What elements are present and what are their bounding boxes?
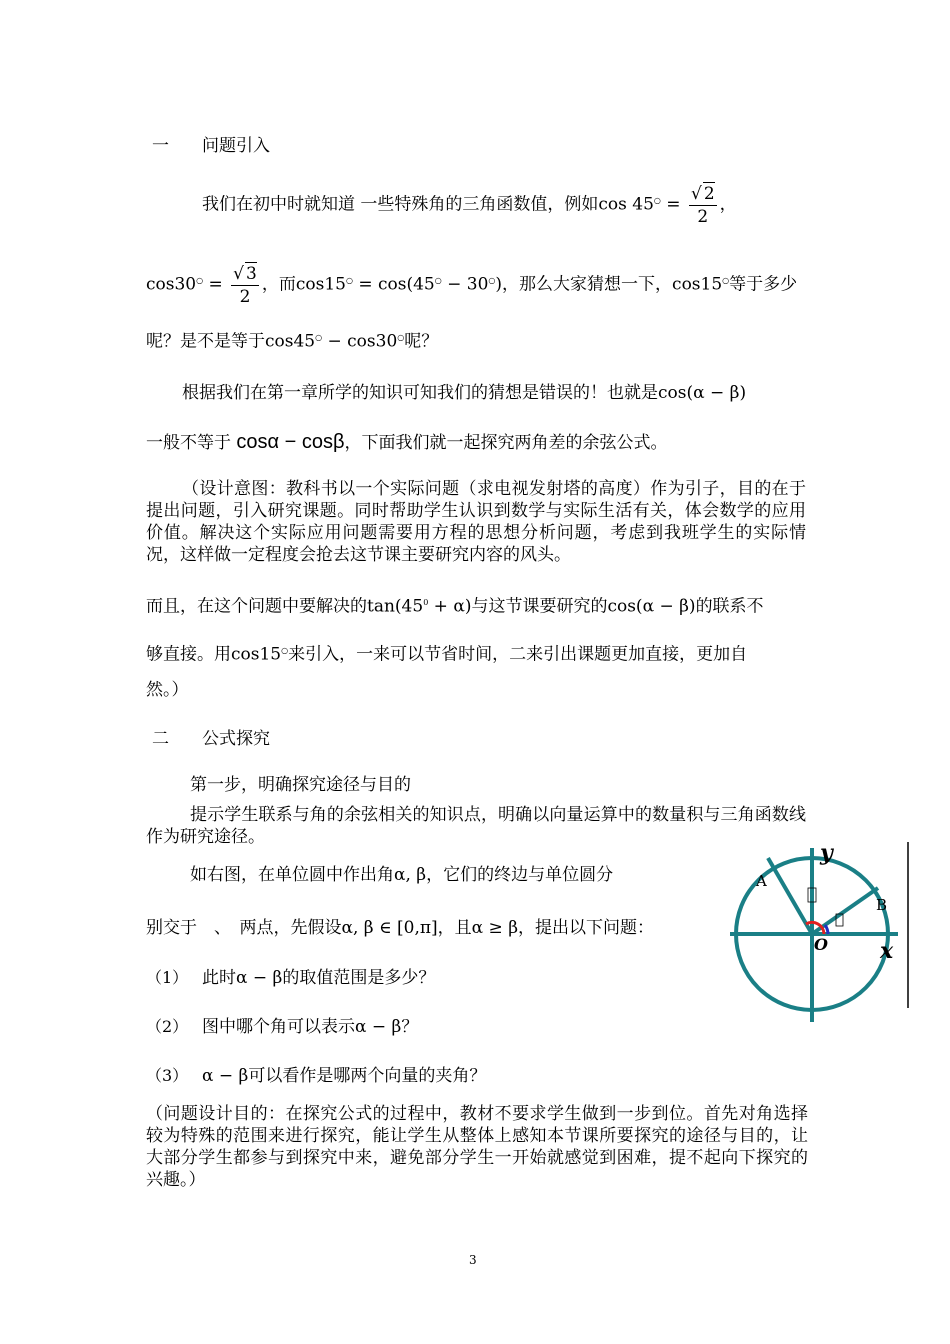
fraction-sqrt2-over-2: $\frac{√ 2}{2}$: [690, 184, 715, 227]
equals-sign: =: [660, 194, 681, 215]
intro-text: 我们在初中时就知道 一些特殊角的三角函数值，例如: [202, 194, 599, 215]
degree-zero: 0: [423, 598, 429, 607]
page-number: 3: [469, 1253, 477, 1267]
fraction-numerator: 2: [703, 184, 715, 204]
question-text: 图中哪个角可以表示: [202, 1017, 355, 1037]
intro-text: ，而: [261, 274, 296, 295]
question-text: ？: [401, 1017, 419, 1037]
intro-line-2: cos30○ = $\frac{√ 3}{2}$ ，而cos15○ = cos(45○ − 30○)，那么大家猜想一下，cos15○等于多少: [146, 264, 798, 307]
section-1-title: 问题引入: [202, 136, 270, 156]
origin-label: O: [814, 935, 828, 954]
design-intent-paragraph: （设计意图：教科书以一个实际问题（求电视发射塔的高度）作为引子，目的在于提出问题，引入研究课题。同时帮助学生认识到数学与实际生活有关，体会数学的应用价值。解决这个实际应用问题需要用方程的思想分析问题，考虑到我班学生的实际情况，这样做一定程度会抢去这节课主要研究内容的风头。: [146, 479, 806, 565]
cos-diff-expr: cos(α − β): [658, 383, 747, 403]
cos30-expr: cos30: [146, 274, 197, 295]
intro-line-5: [146, 432, 668, 453]
intro-line-4: [182, 383, 746, 403]
intro-text: 等于多少: [729, 274, 798, 295]
question-2: [146, 1017, 418, 1037]
alpha-ge-beta: α ≥ β: [471, 918, 519, 938]
question-text: 的取值范围是多少？: [282, 968, 436, 988]
fraction-denominator: 2: [697, 207, 709, 227]
cos15-expr: cos15: [231, 644, 282, 665]
design-text: 而且，在这个问题中要解决的: [146, 596, 367, 617]
question-number: （3）: [146, 1066, 189, 1085]
alpha-minus-beta: α − β: [202, 1066, 249, 1086]
figure-text: ，它们的终边与单位圆分: [426, 865, 614, 885]
question-number: （1）: [146, 968, 189, 987]
cos45-expr: cos45: [265, 331, 316, 352]
cos15-expr: cos15: [295, 274, 346, 295]
intro-line-1: 我们在初中时就知道 一些特殊角的三角函数值，例如cos 45○ = $\frac{√ 2}{2}$ ，: [202, 184, 737, 227]
tan-expr: tan(45: [367, 596, 424, 617]
alpha-minus-beta: α − β: [236, 968, 283, 988]
intro-line-3: 呢？是不是等于cos45○ − cos30○呢？: [146, 331, 439, 352]
fraction-denominator: 2: [239, 287, 251, 307]
x-axis-label: x: [880, 938, 894, 964]
design-line-2: [146, 593, 764, 617]
section-1-number: 一: [152, 136, 169, 156]
section-2-number: 二: [152, 729, 169, 749]
step-1-title: 第一步，明确探究途径与目的: [190, 775, 411, 795]
question-number: （2）: [146, 1017, 189, 1036]
design-text: 的联系不: [695, 596, 764, 617]
fraction-sqrt3-over-2: $\frac{√ 3}{2}$: [233, 264, 257, 307]
design-line-3: 够直接。用cos15○来引入，一来可以节省时间，二来引出课题更加直接，更加自: [146, 644, 748, 665]
alpha-minus-beta: α − β: [355, 1017, 402, 1037]
comma: ，: [719, 194, 737, 215]
question-3: [146, 1066, 486, 1086]
intro-text: 根据我们在第一章所学的知识可知我们的猜想是错误的！也就是: [182, 383, 658, 403]
tan-expr-tail: + α): [428, 596, 472, 617]
cos-minus-cos-expr: cosα − cosβ: [236, 431, 345, 453]
intro-text: 呢？: [404, 331, 439, 352]
question-text: 此时: [202, 968, 236, 988]
design-text: 与这节课要研究的: [471, 596, 608, 617]
alpha-beta-range: α, β ∈ [0,π]: [341, 918, 438, 938]
intro-text: ，下面我们就一起探究两角差的余弦公式。: [344, 433, 668, 453]
equals-sign: =: [203, 274, 223, 295]
unit-circle-figure: [728, 836, 912, 1026]
cos30-expr: − cos30: [322, 331, 398, 352]
cos-expr: = cos(45: [352, 274, 435, 295]
cos15-expr: cos15: [672, 274, 723, 295]
figure-text-1: [190, 865, 613, 885]
design-text: 来引入，一来可以节省时间，二来引出课题更加直接，更加自: [288, 644, 748, 665]
figure-text: 如右图，在单位圆中作出角: [190, 865, 394, 885]
question-text: 可以看作是哪两个向量的夹角？: [248, 1066, 487, 1086]
minus-30: − 30: [441, 274, 489, 295]
intro-text: 呢？是不是等于: [146, 331, 265, 352]
figure-text: 别交于 、 两点，先假设: [146, 918, 342, 938]
design-purpose-paragraph: （问题设计目的：在探究公式的过程中，教材不要求学生做到一步到位。首先对角选择较为特殊的范围来进行探究，能让学生从整体上感知本节课所要探究的途径与目的，让大部分学生都参与到探究中来，避免部分学生一开始就感觉到困难，提不起向下探究的兴趣。）: [146, 1104, 808, 1190]
design-text: 够直接。用: [146, 644, 231, 665]
fraction-numerator: 3: [246, 264, 257, 284]
cos45-expr: cos 45: [598, 194, 654, 215]
point-a-label: A: [756, 872, 767, 890]
point-b-label: B: [876, 896, 888, 914]
figure-text: ，且: [437, 918, 472, 938]
question-1: [146, 968, 435, 988]
design-line-4: 然。）: [146, 680, 189, 700]
intro-text: )，那么大家猜想一下，: [495, 274, 673, 295]
hint-paragraph: 提示学生联系与角的余弦相关的知识点，明确以向量运算中的数量积与三角函数线作为研究途径。: [146, 805, 806, 847]
figure-text-2: [146, 918, 654, 938]
cos-diff-expr: cos(α − β): [607, 596, 696, 617]
alpha-beta: α, β: [394, 865, 427, 885]
intro-text: 一般不等于: [146, 433, 231, 453]
terminal-side-alpha: [768, 858, 812, 934]
section-2-title: 公式探究: [202, 729, 270, 749]
y-axis-label: y: [820, 840, 833, 866]
figure-text: ，提出以下问题：: [518, 918, 655, 938]
